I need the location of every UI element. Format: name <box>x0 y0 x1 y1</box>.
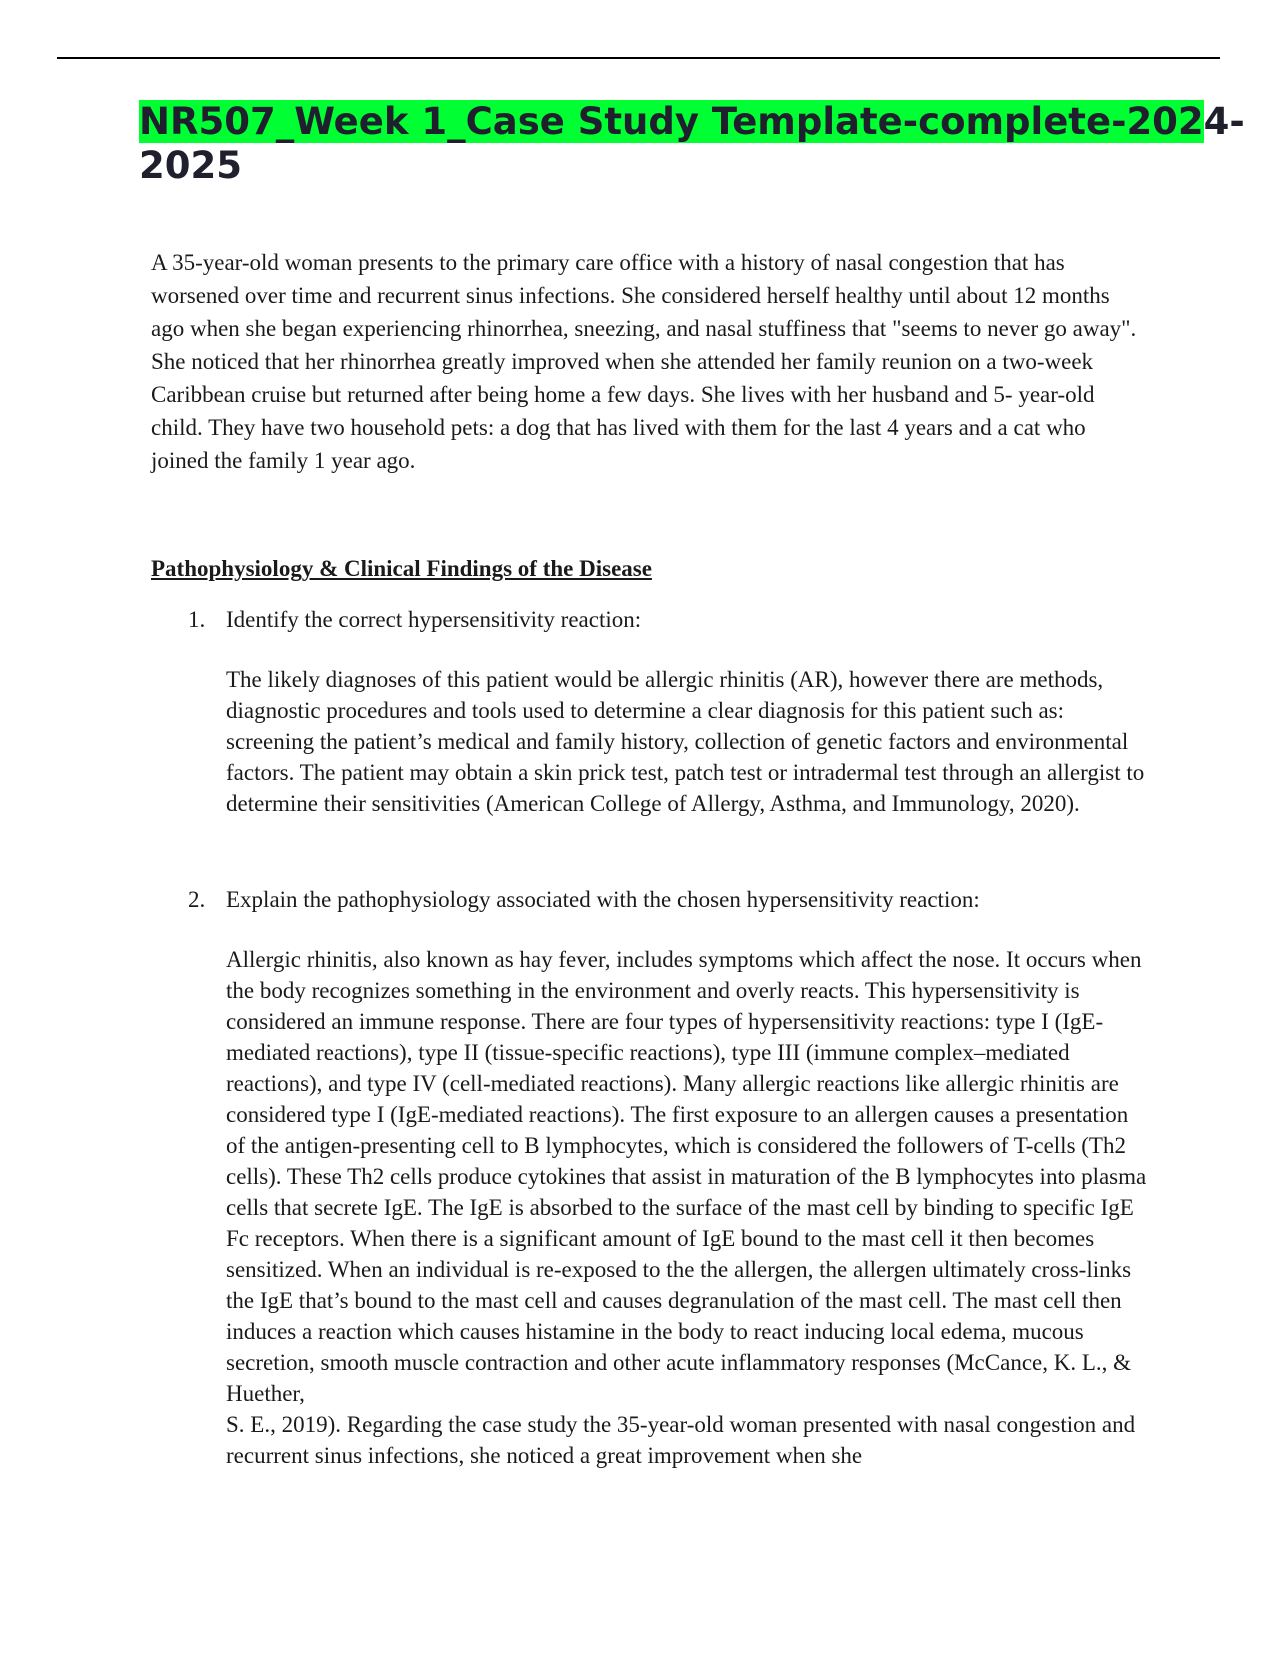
top-horizontal-rule <box>57 57 1220 59</box>
answer-text-continued: S. E., 2019). Regarding the case study the 35-year-old woman presented with nasal congestion and recurrent sinus infections, she noticed a great improvement when she <box>226 1412 1136 1468</box>
question-number: 2. <box>188 887 206 912</box>
answer-paragraph <box>226 664 1148 819</box>
answer-text: Allergic rhinitis, also known as hay fever, includes symptoms which affect the nose. It occurs when the body recognizes something in the environment and overly reacts. This hypersensitivity is considered an immune response. There are four types of hypersensitivity reactions: type I (IgE-mediated reactions), type II (tissue-specific reactions), type III (immune complex–mediated reactions), and type IV (cell-mediated reactions). Many allergic reactions like allergic rhinitis are considered type I (IgE-mediated reactions). The first exposure to an allergen causes a presentation of the antigen-presenting cell to B lymphocytes, which is considered the followers of T-cells (Th2 cells). These Th2 cells produce cytokines that assist in maturation of the B lymphocytes into plasma cells that secrete IgE. The IgE is absorbed to the surface of the mast cell by binding to specific IgE Fc receptors. When there is a significant amount of IgE bound to the mast cell it then becomes sensitized. When an individual is re-exposed to the the allergen, the allergen ultimately cross-links the IgE that’s bound to the mast cell and causes degranulation of the mast cell. The mast cell then induces a reaction which causes histamine in the body to react inducing local edema, mucous secretion, smooth muscle contraction and other acute inflammatory responses (McCance, K. L., & Huether, <box>226 947 1147 1406</box>
question-text: Explain the pathophysiology associated with the chosen hypersensitivity reaction: <box>226 887 980 912</box>
question-item-1 <box>188 603 1148 819</box>
question-number: 1. <box>188 607 206 632</box>
question-text: Identify the correct hypersensitivity reaction: <box>226 607 642 632</box>
case-intro-paragraph: A 35-year-old woman presents to the primary care office with a history of nasal congestion that has worsened over time and recurrent sinus infections. She considered herself healthy until about 12 months ago when she began experiencing rhinorrhea, sneezing, and nasal stuffiness that "seems to never go away". She noticed that her rhinorrhea greatly improved when she attended her family reunion on a two-week Caribbean cruise but returned after being home a few days. She lives with her husband and 5- year-old child. They have two household pets: a dog that has lived with them for the last 4 years and a cat who joined the family 1 year ago. <box>151 250 1137 473</box>
answer-paragraph <box>226 944 1148 1471</box>
question-item-2 <box>188 883 1148 1471</box>
document-title <box>139 100 1280 188</box>
section-heading: Pathophysiology & Clinical Findings of the Disease <box>151 556 652 581</box>
answer-text: The likely diagnoses of this patient would be allergic rhinitis (AR), however there are methods, diagnostic procedures and tools used to determine a clear diagnosis for this patient such as: screening the patient’s medical and family history, collection of genetic factors and environmental factors. The patient may obtain a skin prick test, patch test or intradermal test through an allergist to determine their sensitivities (American College of Allergy, Asthma, and Immunology, 2020). <box>226 667 1145 816</box>
title-remaining-text: 4-2025 <box>139 100 1245 187</box>
title-highlighted-text: NR507_Week 1_Case Study Template-complete-202 <box>139 100 1204 143</box>
